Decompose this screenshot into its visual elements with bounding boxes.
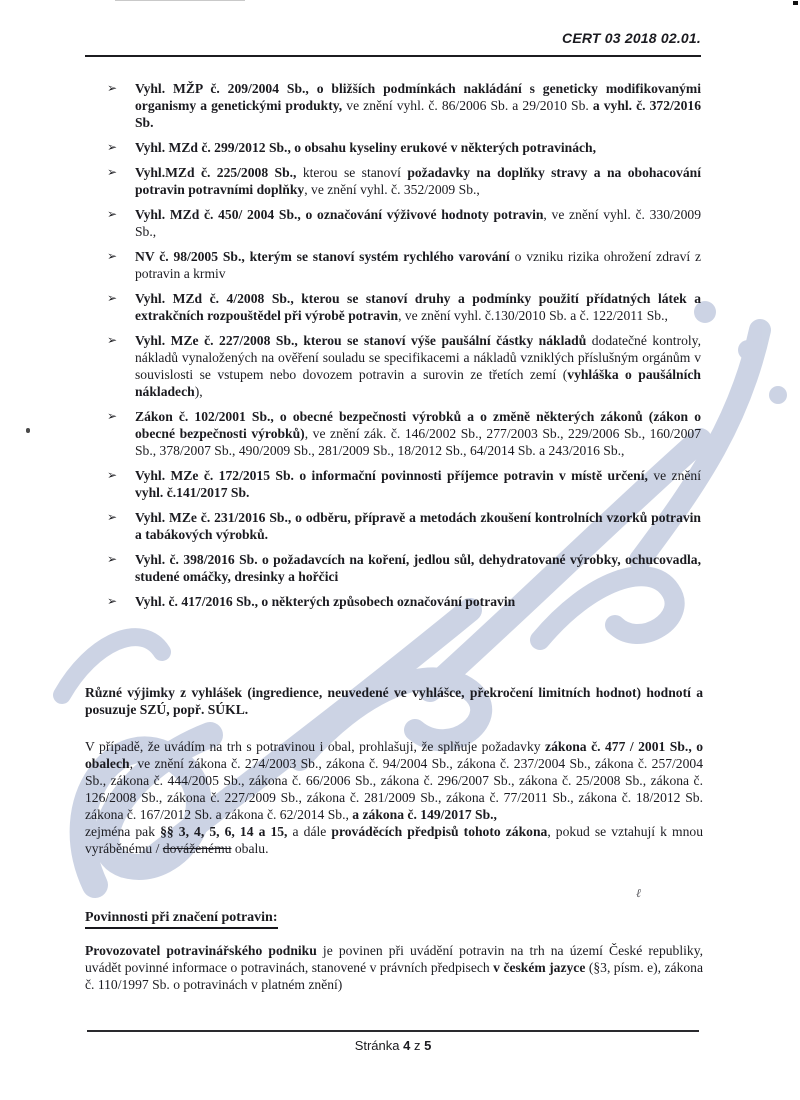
text-run: , ve znění vyhl. č.130/2010 Sb. a č. 122/2011 Sb., xyxy=(398,308,668,323)
text-run: kterou se stanoví xyxy=(296,165,408,180)
labeling-duties-heading-text: Povinnosti při značení potravin: xyxy=(85,910,278,929)
regulation-text xyxy=(135,551,701,585)
text-run: Vyhl. MZe č. 231/2016 Sb., o odběru, přípravě a metodách zkoušení kontrolních vzorků potravin a tabákových výrobků. xyxy=(135,510,701,542)
regulation-text xyxy=(135,408,701,459)
regulation-item xyxy=(85,332,701,400)
text-run: , ve znění zákona č. 274/2003 Sb., zákona č. 94/2004 Sb., zákona č. 237/2004 Sb., zákona č. 257/2004 Sb., zákona č. 444/2005 Sb., zákona č. 66/2006 Sb., zákona č. 296/2007 Sb., zákona č. 25/2008 Sb., zákona č. 126/2008 Sb., zákona č. 227/2009 Sb., zákona č. 281/2009 Sb., zákona č. 77/2011 Sb., zákona č. 18/2012 Sb. zákona č. 167/2012 Sb. a zákona č. 62/2014 Sb., xyxy=(85,756,703,822)
bullet-arrow-icon: ➢ xyxy=(107,552,118,566)
labeling-duties-heading xyxy=(85,910,278,929)
text-run: , ve znění zák. č. 146/2002 Sb., 277/2003 Sb., 229/2006 Sb., 160/2007 Sb., 378/2007 Sb., 490/2009 Sb., 281/2009 Sb., 18/2012 Sb., 64/2014 Sb. a 243/2016 Sb., xyxy=(135,426,701,458)
text-run: , ve znění vyhl. č. 330/2009 Sb., xyxy=(135,207,701,239)
text-run: z xyxy=(410,1038,425,1053)
text-run: vyhláška o paušálních nákladech xyxy=(135,367,701,399)
doc-code-header: CERT 03 2018 02.01. xyxy=(562,30,701,46)
footer-rule xyxy=(87,1030,699,1032)
text-run: Vyhl. MZe č. 227/2008 Sb., kterou se stanoví výše paušální částky nákladů xyxy=(135,333,587,348)
scan-artifact-line xyxy=(115,0,245,1)
bullet-arrow-icon: ➢ xyxy=(107,468,118,482)
regulation-text xyxy=(135,139,701,156)
header-rule xyxy=(85,55,701,57)
text-run: a zákona č. 149/2017 Sb., xyxy=(352,807,497,822)
regulation-text xyxy=(135,593,701,610)
bullet-arrow-icon: ➢ xyxy=(107,510,118,524)
text-run: Vyhl. MZd č. 299/2012 Sb., o obsahu kyseliny erukové v některých potravinách, xyxy=(135,140,596,155)
text-run: , pokud se vztahují k mnou vyráběnému / xyxy=(85,824,703,856)
text-run: Vyhl. MZd č. 450/ 2004 Sb., o označování výživové hodnoty potravin xyxy=(135,207,544,222)
bullet-arrow-icon: ➢ xyxy=(107,333,118,347)
bullet-arrow-icon: ➢ xyxy=(107,409,118,423)
text-run: Vyhl.MZd č. 225/2008 Sb., xyxy=(135,165,297,180)
regulation-text xyxy=(135,206,701,240)
scan-artifact-dot xyxy=(793,1,798,5)
text-run: Vyhl. MŽP č. 209/2004 Sb., o bližších podmínkách nakládání s geneticky modifikovanými organismy a genetickými produkty, xyxy=(135,81,701,113)
text-run: Zákon č. 102/2001 Sb., o obecné bezpečnosti výrobků a o změně některých zákonů (zákon o obecné bezpečnosti výrobků) xyxy=(135,409,701,441)
bullet-arrow-icon: ➢ xyxy=(107,594,118,608)
regulation-item xyxy=(85,139,701,156)
regulation-text xyxy=(135,467,701,501)
regulation-item xyxy=(85,593,701,610)
regulation-text xyxy=(135,80,701,131)
text-run: obalu. xyxy=(231,841,269,856)
text-run: 4 xyxy=(403,1038,411,1053)
regulation-item xyxy=(85,248,701,282)
regulation-text xyxy=(135,248,701,282)
regulation-list xyxy=(85,80,701,618)
pen-mark-artifact: ℓ xyxy=(636,886,641,900)
text-run: o vzniku rizika ohrožení zdraví z potravin a krmiv xyxy=(135,249,701,281)
text-run: Stránka xyxy=(354,1038,404,1053)
text-run: Různé výjimky z vyhlášek (ingredience, neuvedené ve vyhlášce, překročení limitních hodnot) hodnotí a posuzuje SZÚ, popř. SÚKL. xyxy=(85,685,703,717)
text-run: V případě, že uvádím na trh s potravinou i obal, prohlašuji, že splňuje požadavky xyxy=(85,739,546,754)
regulation-text xyxy=(135,164,701,198)
regulation-item xyxy=(85,408,701,459)
exceptions-paragraph xyxy=(85,684,703,718)
text-run: Vyhl. č. 417/2016 Sb., o některých způsobech označování potravin xyxy=(135,594,516,609)
labeling-duties-paragraph xyxy=(85,942,703,993)
text-run: NV č. 98/2005 Sb., kterým se stanoví systém rychlého varování xyxy=(135,249,510,264)
bullet-arrow-icon: ➢ xyxy=(107,291,118,305)
text-run: ve znění xyxy=(647,468,701,483)
text-run: zákona č. 477 / 2001 Sb., o obalech xyxy=(85,739,703,771)
text-run: Vyhl. MZd č. 4/2008 Sb., kterou se stanoví druhy a podmínky použití přídatných látek a extrakčních rozpouštědel při výrobě potravin xyxy=(135,291,701,323)
regulation-item xyxy=(85,164,701,198)
text-run: 5 xyxy=(424,1038,432,1053)
text-run: §§ 3, 4, 5, 6, 14 a 15, xyxy=(160,824,288,839)
regulation-item xyxy=(85,467,701,501)
regulation-item xyxy=(85,290,701,324)
text-run: v českém jazyce xyxy=(493,960,586,975)
text-run: je povinen při uvádění potravin na trh na území České republiky, uvádět povinné informace o potravinách, stanovené v právních předpisech xyxy=(85,943,704,975)
text-run: Vyhl. č. 398/2016 Sb. o požadavcích na koření, jedlou sůl, dehydratované výrobky, ochucovadla, studené omáčky, dresinky a hořčici xyxy=(135,552,701,584)
text-run: ), xyxy=(194,384,203,399)
regulation-text xyxy=(135,290,701,324)
text-run: a dále xyxy=(287,824,332,839)
regulation-text xyxy=(135,332,701,400)
text-run: dodatečné kontroly, nákladů vynaložených na ověření souladu se specifikacemi a nákladů vzniklých příslušným orgánům v souvislosti se vstupem nebo dovozem potravin a surovin ze třetích zemí ( xyxy=(135,333,701,382)
regulation-item xyxy=(85,509,701,543)
regulation-item xyxy=(85,551,701,585)
text-run: Vyhl. MZe č. 172/2015 Sb. o informační povinnosti příjemce potravin v místě určení, xyxy=(135,468,648,483)
scan-artifact-dot xyxy=(26,428,30,433)
regulation-item xyxy=(85,206,701,240)
bullet-arrow-icon: ➢ xyxy=(107,165,118,179)
regulation-text xyxy=(135,509,701,543)
text-run: prováděcích předpisů tohoto zákona xyxy=(331,824,548,839)
bullet-arrow-icon: ➢ xyxy=(107,81,118,95)
text-run: ve znění vyhl. č. 86/2006 Sb. a 29/2010 Sb. xyxy=(342,98,593,113)
text-run: a vyhl. č. 372/2016 Sb. xyxy=(135,98,701,130)
bullet-arrow-icon: ➢ xyxy=(107,207,118,221)
regulation-item xyxy=(85,80,701,131)
page-number-footer xyxy=(85,1038,701,1053)
bullet-arrow-icon: ➢ xyxy=(107,249,118,263)
text-run: vyhl. č.141/2017 Sb. xyxy=(135,485,250,500)
bullet-arrow-icon: ➢ xyxy=(107,140,118,154)
text-run: , ve znění vyhl. č. 352/2009 Sb., xyxy=(304,182,480,197)
text-run: dováženému xyxy=(162,841,232,856)
text-run: požadavky na doplňky stravy a na obohacování potravin potravními doplňky xyxy=(135,165,701,197)
text-run: (§3, písm. e), zákona č. 110/1997 Sb. o potravinách v platném znění) xyxy=(85,960,703,992)
text-run: zejména pak xyxy=(85,824,161,839)
packaging-declaration-paragraph xyxy=(85,738,703,857)
text-run: Provozovatel potravinářského podniku xyxy=(85,943,317,958)
